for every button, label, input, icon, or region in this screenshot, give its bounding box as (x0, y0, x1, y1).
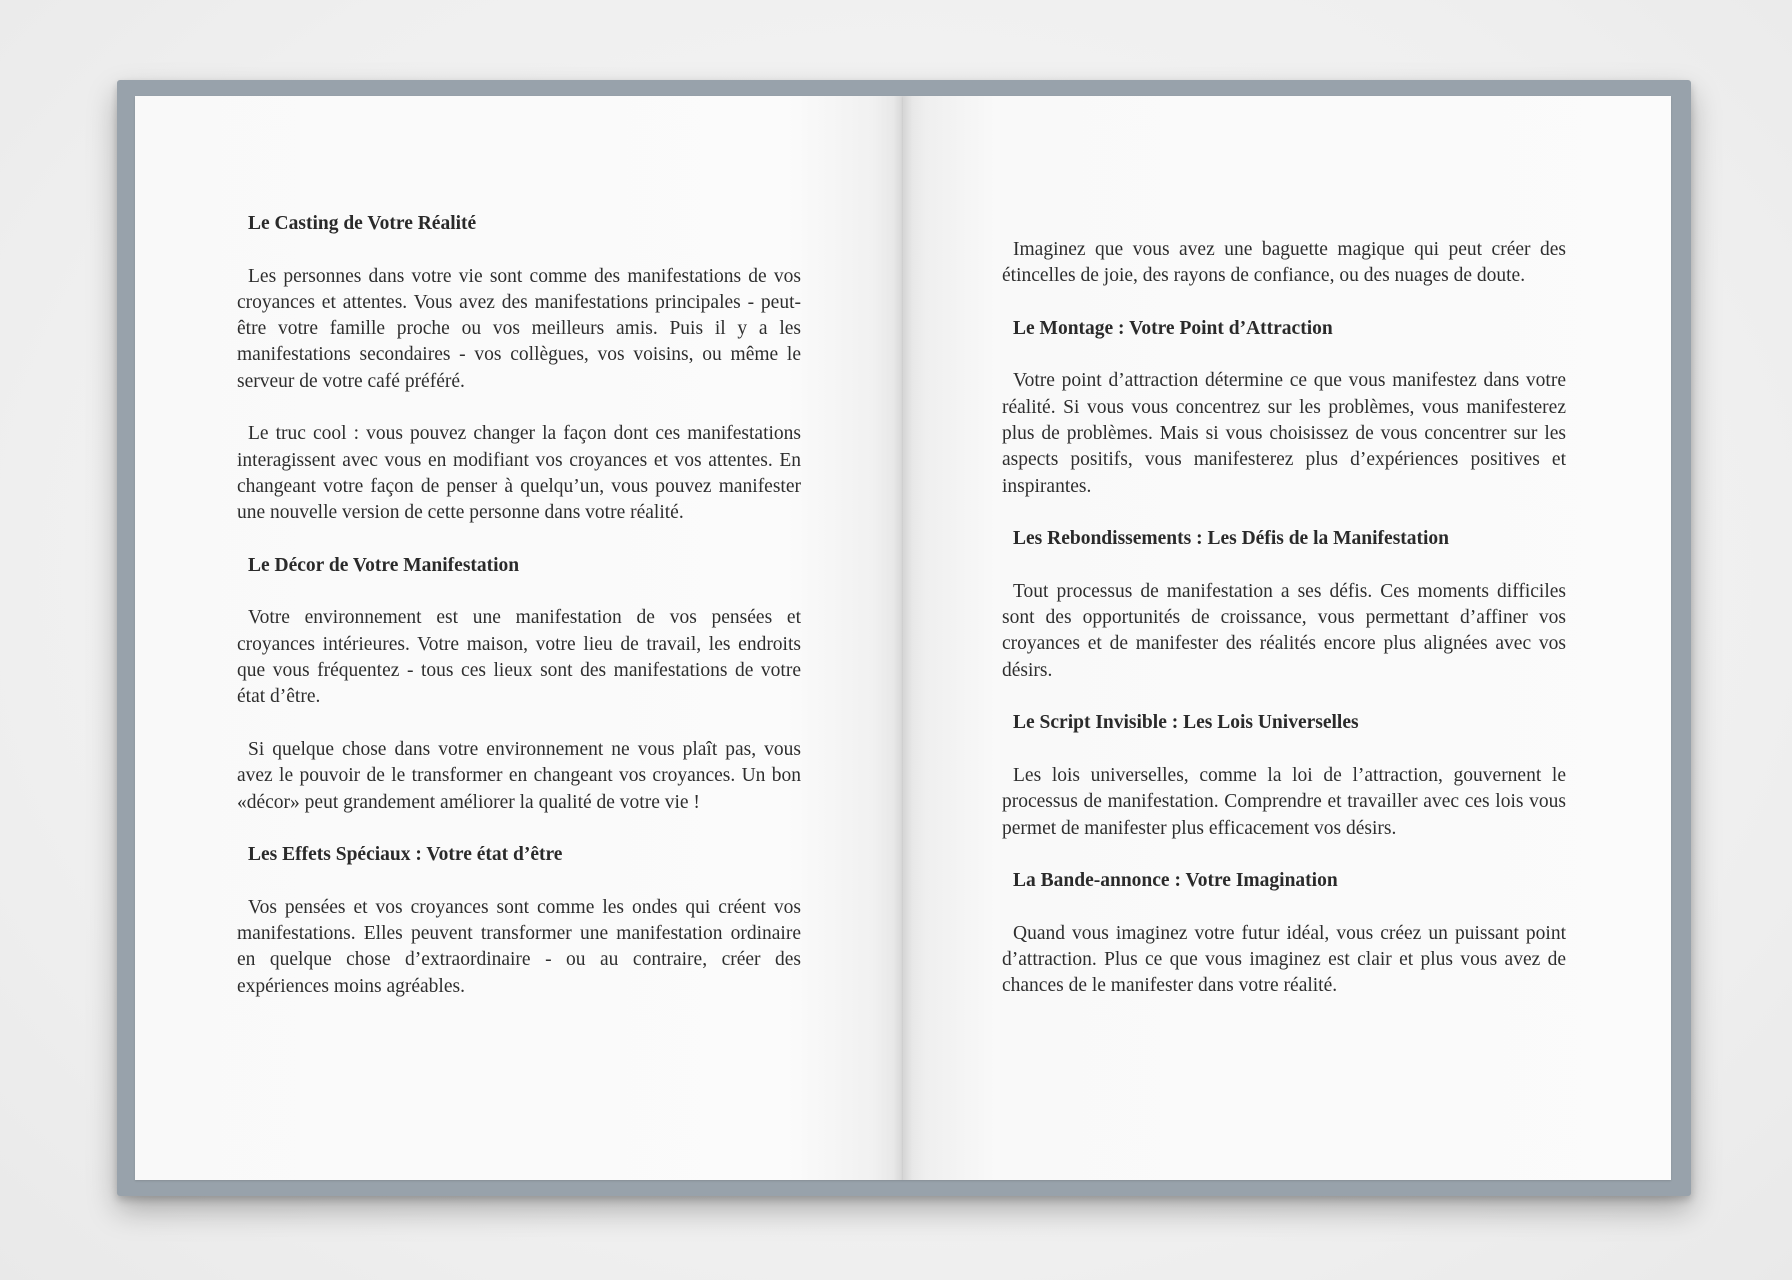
paragraph: Vos pensées et vos croyances sont comme les ondes qui créent vos manifestations. Elles peuvent transformer une manifestation ordinaire en quelque chose d’extraordinaire - ou au contraire, créer des expériences moins agréables. (237, 896, 801, 997)
paragraph: Votre environnement est une manifestation de vos pensées et croyances intérieures. Votre maison, votre lieu de travail, les endroits que vous fréquentez - tous ces lieux sont des manifestations de votre état d’être. (237, 607, 801, 708)
paragraph: Quand vous imaginez votre futur idéal, vous créez un puissant point d’attraction. Plus ce que vous imaginez est clair et plus vous avez de chances de le manifester dans votre réalité. (1002, 922, 1566, 997)
section-heading: Les Rebondissements : Les Défis de la Manifestation (1013, 528, 1450, 550)
section-heading: Le Montage : Votre Point d’Attraction (1013, 317, 1333, 339)
paragraph: Les lois universelles, comme la loi de l’attraction, gouvernent le processus de manifestation. Comprendre et travailler avec ces lois vous permet de manifester plus efficacement vos désirs. (1002, 764, 1566, 839)
paragraph: Le truc cool : vous pouvez changer la façon dont ces manifestations interagissent avec vous en modifiant vos croyances et vos attentes. En changeant votre façon de penser à quelqu’un, vous pouvez manifester une nouvelle version de cette personne dans votre réalité. (237, 423, 801, 524)
section-heading: Les Effets Spéciaux : Votre état d’être (248, 844, 563, 866)
section-heading: La Bande-annonce : Votre Imagination (1013, 870, 1338, 892)
book-spine (893, 96, 913, 1180)
paragraph: Imaginez que vous avez une baguette magique qui peut créer des étincelles de joie, des rayons de confiance, ou des nuages de doute. (1002, 239, 1566, 287)
paragraph: Si quelque chose dans votre environnement ne vous plaît pas, vous avez le pouvoir de le transformer en changeant vos croyances. Un bon «décor» peut grandement améliorer la qualité de votre vie ! (237, 738, 801, 813)
section-heading: Le Décor de Votre Manifestation (248, 554, 520, 576)
section-heading: Le Casting de Votre Réalité (248, 213, 477, 234)
right-page-text (1002, 237, 1566, 1026)
left-page-text (237, 211, 801, 1026)
section-heading: Le Script Invisible : Les Lois Universelles (1013, 712, 1359, 734)
paragraph: Tout processus de manifestation a ses défis. Ces moments difficiles sont des opportunités de croissance, vous permettant d’affiner vos croyances et de manifester des réalités encore plus alignées avec vos désirs. (1002, 580, 1566, 681)
paragraph: Les personnes dans votre vie sont comme des manifestations de vos croyances et attentes. Vous avez des manifestations principales - peut-être votre famille proche ou vos meilleurs amis. Puis il y a les manifestations secondaires - vos collègues, vos voisins, ou même le serveur de votre café préféré. (237, 265, 801, 392)
paragraph: Votre point d’attraction détermine ce que vous manifestez dans votre réalité. Si vous vous concentrez sur les problèmes, vous manifesterez plus de problèmes. Mais si vous choisissez de vous concentrer sur les aspects positifs, vous manifesterez plus d’expériences positives et inspirantes. (1002, 370, 1566, 497)
